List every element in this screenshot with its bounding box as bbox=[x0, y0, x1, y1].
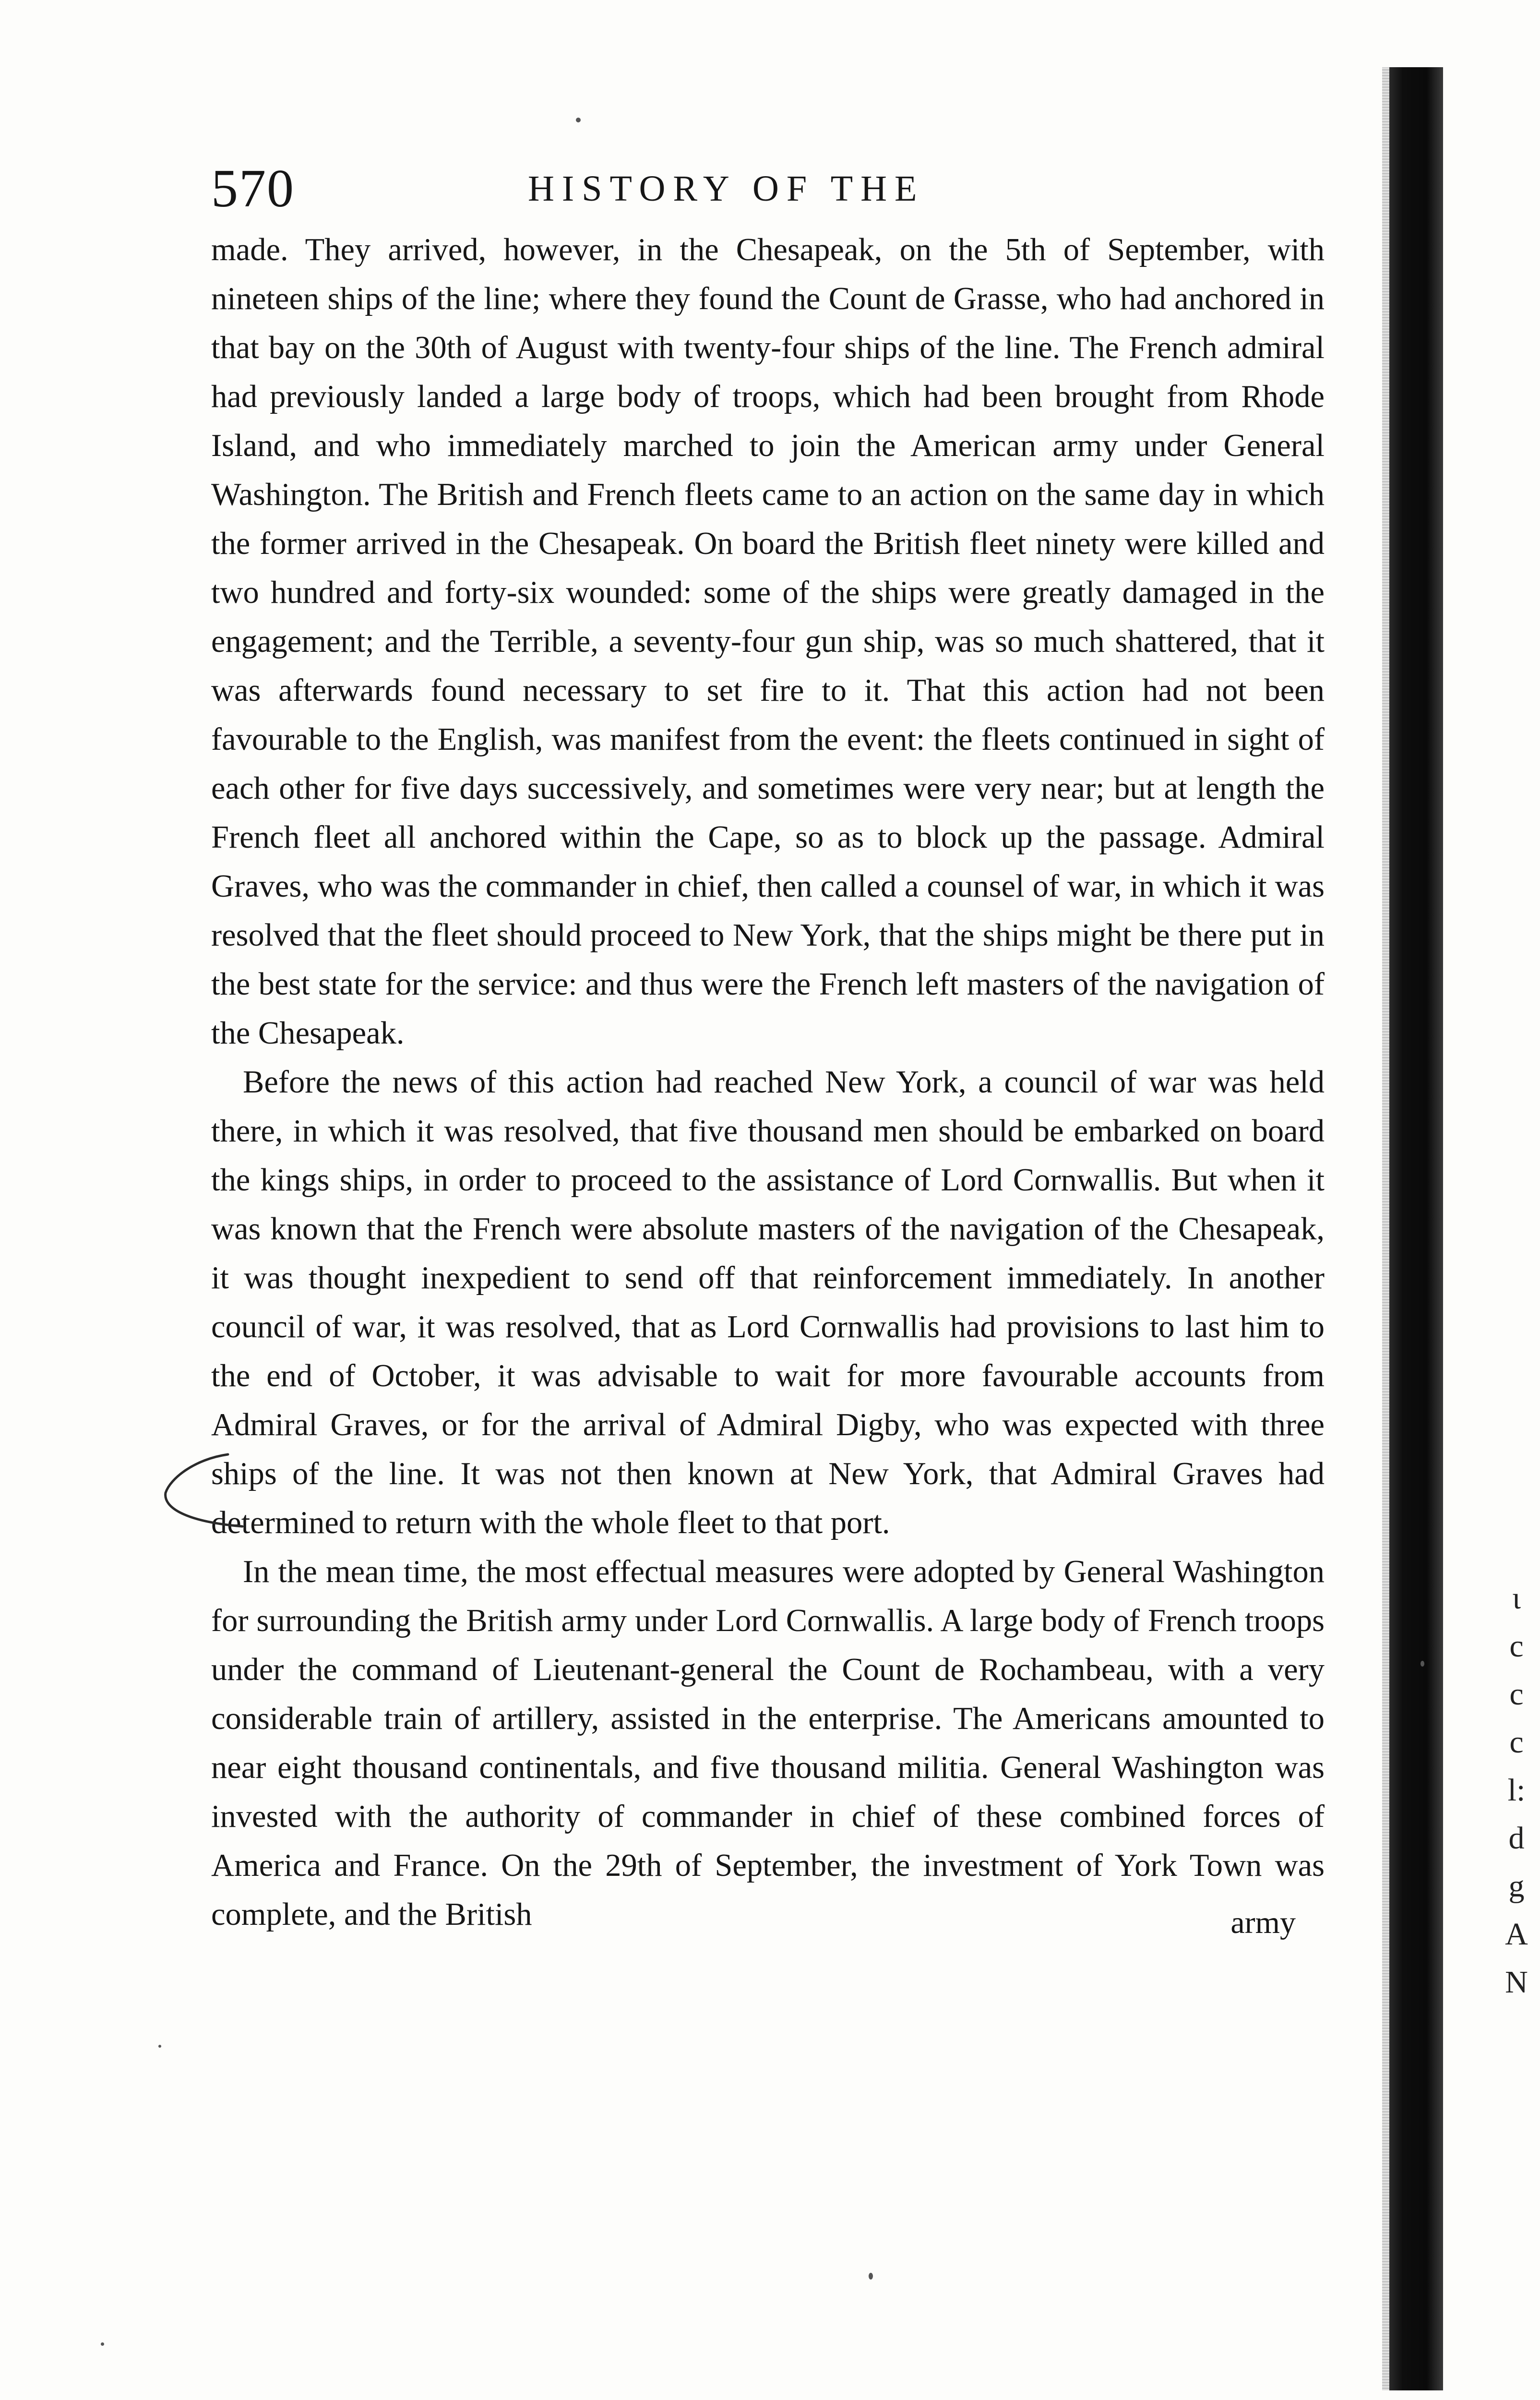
edge-letter: A bbox=[1505, 1917, 1528, 1952]
paper-speck bbox=[1421, 1661, 1424, 1667]
paragraph-1: made. They arrived, however, in the Chesapeak, on the 5th of September, with nineteen ships of the line; where they found the Count de Grasse, who had anchored in that bay on the 30th of August with twenty-four ships of the line. The French admiral had previously landed a large body of troops, which had been brought from Rhode Island, and who immediately marched to join the American army under General Washington. The British and French fleets came to an action on the same day in which the former arrived in the Chesapeak. On board the British fleet ninety were killed and two hundred and forty-six wounded: some of the ships were greatly damaged in the engagement; and the Terrible, a seventy-four gun ship, was so much shattered, that it was afterwards found necessary to set fire to it. That this action had not been favourable to the English, was manifest from the event: the fleets continued in sight of each other for five days successively, and sometimes were very near; but at length the French fleet all anchored within the Cape, so as to block up the passage. Admiral Graves, who was the commander in chief, then called a counsel of war, in which it was resolved that the fleet should proceed to New York, that the ships might be there put in the best state for the service: and thus were the French left masters of the navigation of the Chesapeak. bbox=[211, 232, 1325, 1051]
edge-letter: d bbox=[1508, 1821, 1525, 1856]
body-text bbox=[211, 226, 1325, 1939]
edge-letter: N bbox=[1505, 1965, 1528, 2000]
binding-gutter-shadow bbox=[1389, 67, 1443, 2390]
edge-letter: l: bbox=[1507, 1773, 1526, 1808]
paper-speck bbox=[158, 2045, 161, 2048]
edge-letter: c bbox=[1509, 1677, 1524, 1712]
edge-letter: c bbox=[1509, 1725, 1524, 1760]
edge-letter: ι bbox=[1512, 1581, 1521, 1616]
facing-page-edge-letters bbox=[1497, 1574, 1536, 2006]
paragraph-3: In the mean time, the most effectual measures were adopted by General Washington for surrounding the British army under Lord Cornwallis. A large body of French troops under the command of Lieutenant-general the Count de Rochambeau, with a very considerable train of artillery, assisted in the enterprise. The Americans amounted to near eight thousand continentals, and five thousand militia. General Washington was invested with the authority of commander in chief of these combined forces of America and France. On the 29th of September, the investment of York Town was complete, and the British bbox=[211, 1554, 1325, 1932]
catchword: army bbox=[1230, 1905, 1296, 1940]
running-head bbox=[211, 153, 1325, 225]
paper-speck bbox=[576, 118, 581, 122]
running-head-title: HISTORY OF THE bbox=[528, 168, 925, 209]
paper-speck bbox=[869, 2273, 873, 2280]
paper-speck bbox=[101, 2342, 104, 2346]
page-number: 570 bbox=[211, 159, 295, 218]
handwritten-bracket-mark bbox=[156, 1450, 252, 1531]
paragraph-2: Before the news of this action had reached New York, a council of war was held there, in which it was resolved, that five thousand men should be embarked on board the kings ships, in order to proceed to the assistance of Lord Cornwallis. But when it was known that the French were absolute masters of the navigation of the Chesapeak, it was thought inexpedient to send off that reinforcement immediately. In another council of war, it was resolved, that as Lord Cornwallis had provisions to last him to the end of October, it was advisable to wait for more favourable accounts from Admiral Graves, or for the arrival of Admiral Digby, who was expected with three ships of the line. It was not then known at New York, that Admiral Graves had determined to return with the whole fleet to that port. bbox=[211, 1065, 1325, 1540]
edge-letter: c bbox=[1509, 1629, 1524, 1664]
edge-letter: g bbox=[1508, 1869, 1525, 1904]
